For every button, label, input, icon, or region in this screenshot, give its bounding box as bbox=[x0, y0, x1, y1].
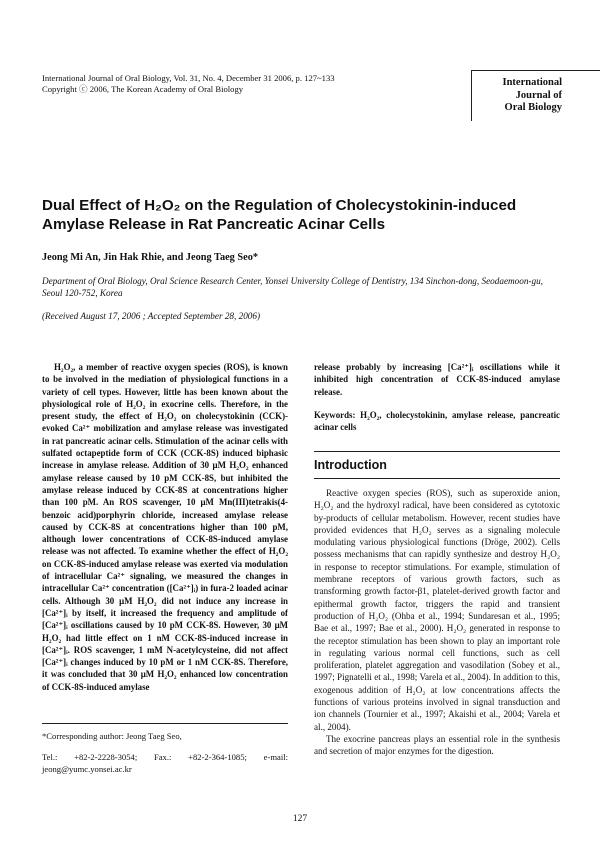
intro-top-rule bbox=[314, 451, 560, 452]
keywords: Keywords: H₂O₂, cholecystokinin, amylase release, pancreatic acinar cells bbox=[314, 410, 560, 433]
title-line1: Dual Effect of H₂O₂ on the Regulation of Cholecystokinin-induced bbox=[42, 197, 517, 214]
journal-box bbox=[471, 70, 600, 121]
received-accepted-dates: (Received August 17, 2006 ; Accepted September 28, 2006) bbox=[42, 311, 261, 321]
intro-bottom-rule bbox=[314, 478, 560, 479]
page-number: 127 bbox=[292, 814, 308, 824]
abstract-column-2: release probably by increasing [Ca²⁺]ᵢ oscillations while it inhibited high concentration of CCK-8S-induced amylase release. bbox=[314, 362, 560, 397]
intro-paragraph-1: Reactive oxygen species (ROS), such as superoxide anion, H₂O₂ and the hydroxyl radical, have been considered as cytotoxic by-products of cellular metabolism. However, recent studies have provided evidences that H₂O₂ serves as a signaling molecule modulating various physiological functions (Dröge, 2002). Cells possess mechanisms that can rapidly synthesize and destroy H₂O₂ in response to receptor stimulations. For example, stimulation of membrane receptors of various growth factors, such as transforming growth factor-β1, platelet-derived growth factor and epithermal growth factor, triggers the rapid and transient production of H₂O₂ (Ohba et al., 1994; Sundaresan et al., 1995; Bae et al., 1997; Bae et al., 2000). H₂O₂ generated in response to the receptor stimulation has been shown to play an important role in regulating various normal cell functions, such as cell proliferation, platelet aggregation and vasodilation (Sobey et al., 1997; Pignatelli et al., 1998; Varela et al., 2004). In addition to this, exogenous addition of H₂O₂ at low concentrations affects the functions of various proteins involved in signal transduction and ion channels (Tournier et al., 1997; Akaishi et al., 2004; Varela et al., 2004). bbox=[314, 488, 560, 732]
journal-box-line3: Oral Biology bbox=[504, 102, 562, 113]
journal-box-line2: Journal of bbox=[515, 89, 562, 101]
intro-paragraph-2: The exocrine pancreas plays an essential role in the synthesis and secretion of major enzymes for the digestion. bbox=[314, 733, 560, 757]
footnote-rule bbox=[42, 723, 288, 724]
journal-citation: International Journal of Oral Biology, Vol. 31, No. 4, December 31 2006, p. 127~133 bbox=[42, 73, 335, 83]
contact-info: Tel.: +82-2-2228-3054; Fax.: +82-2-364-1085; e-mail: jeong@yumc.yonsei.ac.kr bbox=[42, 752, 288, 774]
abstract-column-1: H₂O₂, a member of reactive oxygen species (ROS), is known to be involved in the mediation of physiological functions in a variety of cell types. However, little has been known about the physiological role of H₂O₂ in exocrine cells. Therefore, in the present study, the effect of H₂O₂ on cholecystokinin (CCK)-evoked Ca²⁺ mobilization and amylase release was investigated in rat pancreatic acinar cells. Stimulation of the acinar cells with sulfated octapeptide form of CCK (CCK-8S) induced biphasic increase in amylase release. Addition of 30 μM H₂O₂ enhanced amylase release caused by 10 pM CCK-8S, but inhibited the amylase release induced by CCK-8S at concentrations higher than 100 pM. An ROS scavenger, 10 μM Mn(III)tetrakis(4-benzoic acid)porphyrin chloride, increased amylase release caused by CCK-8S at concentrations higher than 100 pM, although lower concentrations of CCK-8S-induced amylase release was not affected. To examine whether the effect of H₂O₂ on CCK-8S-induced amylase release was exerted via modulation of intracellular Ca²⁺ signaling, we measured the changes in intracellular Ca²⁺ concentration ([Ca²⁺]ᵢ) in fura-2 loaded acinar cells. Although 30 μM H₂O₂ did not induce any increase in [Ca²⁺]ᵢ by itself, it increased the frequency and amplitude of [Ca²⁺]ᵢ oscillations caused by 10 pM CCK-8S. However, 30 μM H₂O₂ had little effect on 1 nM CCK-8S-induced increase in [Ca²⁺]ᵢ. ROS scavenger, 1 mM N-acetylcysteine, did not affect [Ca²⁺]ᵢ changes induced by 10 pM or 1 nM CCK-8S. Therefore, it was concluded that 30 μM H₂O₂ enhanced low concentration of CCK-8S-induced amylase bbox=[42, 362, 288, 692]
authors: Jeong Mi An, Jin Hak Rhie, and Jeong Taeg Seo* bbox=[42, 252, 258, 263]
article-title bbox=[42, 196, 562, 234]
title-line2: Amylase Release in Rat Pancreatic Acinar Cells bbox=[42, 216, 386, 233]
affiliation: Department of Oral Biology, Oral Science Research Center, Yonsei University College of Dentistry, 134 Sinchon-dong, Seodaemoon-gu, Seoul 120-752, Korea bbox=[42, 276, 543, 298]
corresponding-author: *Corresponding author: Jeong Taeg Seo, bbox=[42, 731, 182, 741]
copyright-line: Copyright ⓒ 2006, The Korean Academy of Oral Biology bbox=[42, 84, 244, 94]
journal-box-line1: International bbox=[502, 77, 562, 88]
introduction-heading: Introduction bbox=[314, 458, 387, 472]
introduction-body bbox=[314, 487, 560, 758]
